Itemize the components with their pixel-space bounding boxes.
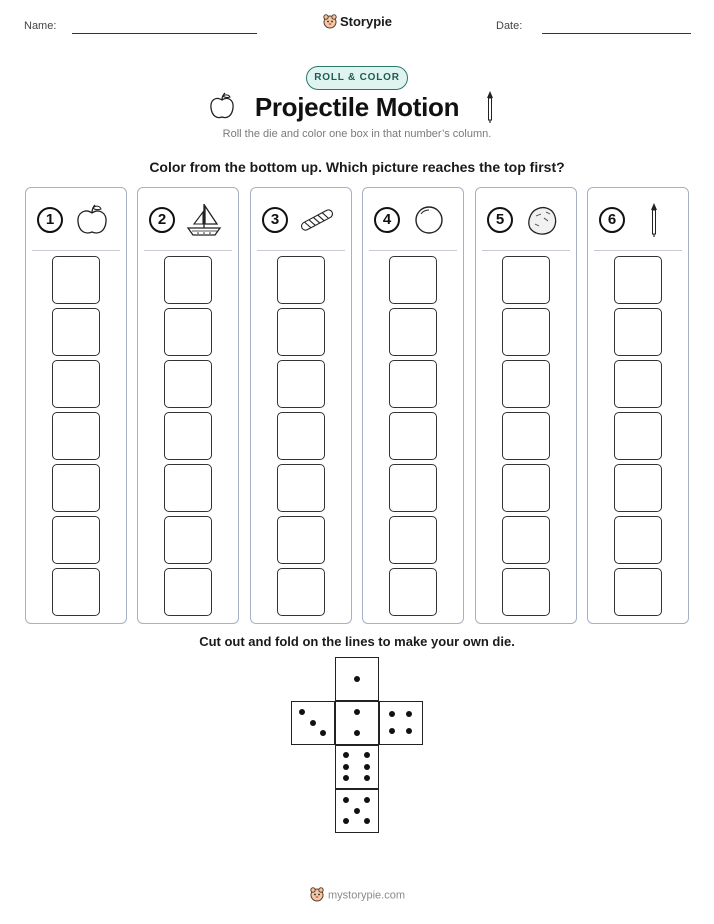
color-box[interactable] [52,464,100,512]
die-pip [389,728,395,734]
column-4 [362,187,464,624]
color-box[interactable] [502,568,550,616]
die-pip [364,818,370,824]
color-box[interactable] [164,568,212,616]
date-line[interactable] [542,33,691,34]
column-number: 6 [599,207,625,233]
color-box[interactable] [614,464,662,512]
color-box[interactable] [277,308,325,356]
column-2 [137,187,239,624]
column-3 [250,187,352,624]
color-box[interactable] [502,412,550,460]
storypie-bear-icon [309,886,325,905]
die-pip [343,775,349,781]
apple-icon [72,202,112,238]
color-box[interactable] [52,308,100,356]
die-pip [343,797,349,803]
die-face-1 [335,657,379,701]
color-box[interactable] [502,516,550,564]
die-pip [343,764,349,770]
ball-icon [409,202,449,238]
color-box[interactable] [502,464,550,512]
die-pip [343,752,349,758]
color-box[interactable] [164,360,212,408]
die-pip [364,764,370,770]
die-face-6 [335,745,379,789]
brand-name: Storypie [339,13,392,29]
storypie-bear-icon [322,13,338,32]
footer-url: mystorypie.com [327,889,406,902]
color-box[interactable] [277,464,325,512]
color-box[interactable] [502,308,550,356]
color-box[interactable] [164,412,212,460]
die-face-2 [335,701,379,745]
die-pip [364,775,370,781]
die-pip [364,752,370,758]
color-box[interactable] [277,568,325,616]
column-number: 4 [374,207,400,233]
column-number: 2 [149,207,175,233]
color-box[interactable] [52,568,100,616]
column-divider [32,250,120,251]
arrow-icon [634,202,674,238]
column-divider [594,250,682,251]
die-face-3 [291,701,335,745]
color-box[interactable] [614,412,662,460]
color-box[interactable] [389,360,437,408]
color-box[interactable] [614,568,662,616]
color-box[interactable] [389,568,437,616]
die-pip [343,818,349,824]
color-box[interactable] [52,412,100,460]
rock-icon [522,202,562,238]
instruction-question: Color from the bottom up. Which picture reaches the top first? [149,159,565,175]
column-number: 5 [487,207,513,233]
die-pip [389,711,395,717]
color-box[interactable] [389,308,437,356]
color-box[interactable] [389,412,437,460]
die-pip [320,730,326,736]
sailboat-icon [184,202,224,238]
brand-logo [0,13,714,32]
die-pip [354,808,360,814]
color-box[interactable] [277,256,325,304]
die-pip [310,720,316,726]
color-box[interactable] [389,256,437,304]
die-pip [299,709,305,715]
column-divider [144,250,232,251]
column-divider [369,250,457,251]
color-box[interactable] [502,360,550,408]
column-6 [587,187,689,624]
page-title: Projectile Motion [254,92,460,122]
cut-instruction: Cut out and fold on the lines to make your own die. [199,634,515,649]
name-line[interactable] [72,33,257,34]
color-box[interactable] [164,256,212,304]
roll-and-color-badge: ROLL & COLOR [306,66,408,90]
color-box[interactable] [389,464,437,512]
color-box[interactable] [502,256,550,304]
column-divider [482,250,570,251]
die-pip [354,709,360,715]
color-box[interactable] [52,360,100,408]
die-face-5 [335,789,379,833]
color-box[interactable] [52,516,100,564]
subtitle: Roll the die and color one box in that number’s column. [222,128,492,140]
color-box[interactable] [52,256,100,304]
color-box[interactable] [614,516,662,564]
color-box[interactable] [614,256,662,304]
footer [0,886,714,905]
color-box[interactable] [614,360,662,408]
column-5 [475,187,577,624]
die-pip [364,797,370,803]
color-box[interactable] [277,360,325,408]
die-face-4 [379,701,423,745]
color-box[interactable] [164,308,212,356]
name-label: Name: [24,20,57,32]
column-number: 3 [262,207,288,233]
arrow-icon [483,90,497,129]
column-number: 1 [37,207,63,233]
column-1 [25,187,127,624]
color-box[interactable] [614,308,662,356]
date-label: Date: [496,20,523,32]
die-pip [406,728,412,734]
color-box[interactable] [164,516,212,564]
die-pip [406,711,412,717]
die-pip [354,730,360,736]
rope-icon [297,202,337,238]
color-box[interactable] [389,516,437,564]
column-divider [257,250,345,251]
color-box[interactable] [277,516,325,564]
color-box[interactable] [164,464,212,512]
die-pip [354,676,360,682]
color-box[interactable] [277,412,325,460]
